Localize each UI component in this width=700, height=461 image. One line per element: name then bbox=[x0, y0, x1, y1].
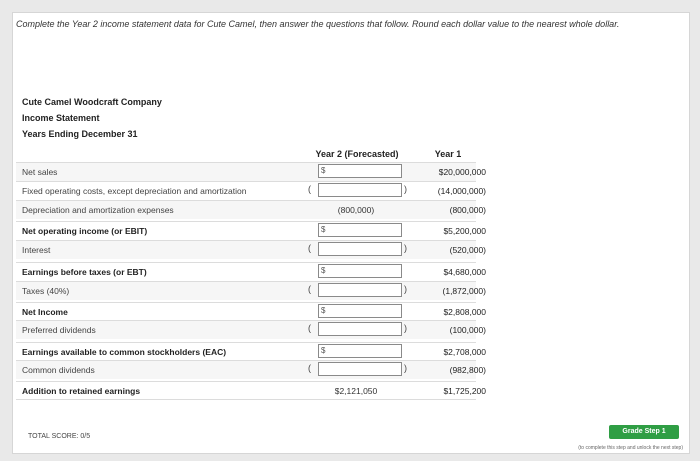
open-paren: ( bbox=[308, 184, 311, 194]
row-label: Taxes (40%) bbox=[22, 286, 70, 296]
dollar-sign: $ bbox=[321, 346, 326, 355]
eac-input[interactable] bbox=[318, 344, 402, 358]
preferred-dividends-input[interactable] bbox=[318, 322, 402, 336]
dollar-sign: $ bbox=[321, 225, 326, 234]
year1-value: $2,708,000 bbox=[443, 347, 486, 357]
net-income-input[interactable] bbox=[318, 304, 402, 318]
close-paren: ) bbox=[404, 323, 407, 333]
close-paren: ) bbox=[404, 184, 407, 194]
row-interest bbox=[16, 240, 486, 259]
year1-value: (520,000) bbox=[449, 245, 486, 255]
ebit-input[interactable] bbox=[318, 223, 402, 237]
common-dividends-input[interactable] bbox=[318, 362, 402, 376]
row-label: Addition to retained earnings bbox=[22, 386, 141, 396]
year2-value: (800,000) bbox=[337, 205, 375, 215]
row-label: Net Income bbox=[22, 307, 68, 317]
row-label: Net operating income (or EBIT) bbox=[22, 226, 148, 236]
year1-value: $2,808,000 bbox=[443, 307, 486, 317]
net-sales-input[interactable] bbox=[318, 164, 402, 178]
row-ebit bbox=[16, 221, 486, 240]
row-eac bbox=[16, 342, 486, 361]
row-label: Depreciation and amortization expenses bbox=[22, 205, 174, 215]
dollar-sign: $ bbox=[321, 166, 326, 175]
open-paren: ( bbox=[308, 363, 311, 373]
close-paren: ) bbox=[404, 284, 407, 294]
statement-period: Years Ending December 31 bbox=[22, 129, 138, 139]
input-wrap bbox=[308, 223, 408, 238]
statement-title: Income Statement bbox=[22, 113, 100, 123]
company-name: Cute Camel Woodcraft Company bbox=[22, 97, 162, 107]
year1-value: (800,000) bbox=[449, 205, 486, 215]
row-common-dividends bbox=[16, 360, 486, 379]
column-header-year1: Year 1 bbox=[434, 149, 462, 159]
year1-value: $1,725,200 bbox=[443, 386, 486, 396]
open-paren: ( bbox=[308, 284, 311, 294]
interest-input[interactable] bbox=[318, 242, 402, 256]
dollar-sign: $ bbox=[321, 266, 326, 275]
open-paren: ( bbox=[308, 243, 311, 253]
row-ebt bbox=[16, 262, 486, 281]
year1-value: $4,680,000 bbox=[443, 267, 486, 277]
input-wrap bbox=[308, 164, 408, 179]
grade-step-button[interactable]: Grade Step 1 bbox=[609, 425, 679, 439]
row-label: Fixed operating costs, except depreciation and amortization bbox=[22, 186, 247, 196]
row-label: Earnings before taxes (or EBT) bbox=[22, 267, 147, 277]
input-wrap bbox=[308, 242, 408, 257]
row-label: Common dividends bbox=[22, 365, 95, 375]
input-wrap bbox=[308, 322, 408, 337]
year2-value: $2,121,050 bbox=[334, 386, 378, 396]
input-wrap bbox=[308, 264, 408, 279]
input-wrap bbox=[308, 183, 408, 198]
close-paren: ) bbox=[404, 363, 407, 373]
input-wrap bbox=[308, 362, 408, 377]
year1-value: $20,000,000 bbox=[438, 167, 486, 177]
row-fixed-operating-costs bbox=[16, 181, 486, 200]
year1-value: (1,872,000) bbox=[442, 286, 486, 296]
row-taxes bbox=[16, 281, 486, 300]
row-label: Interest bbox=[22, 245, 51, 255]
open-paren: ( bbox=[308, 323, 311, 333]
row-preferred-dividends bbox=[16, 320, 486, 339]
input-wrap bbox=[308, 283, 408, 298]
row-label: Preferred dividends bbox=[22, 325, 96, 335]
input-wrap bbox=[308, 304, 408, 319]
year1-value: (14,000,000) bbox=[437, 186, 486, 196]
taxes-input[interactable] bbox=[318, 283, 402, 297]
year1-value: (100,000) bbox=[449, 325, 486, 335]
grade-note: (to complete this step and unlock the next step) bbox=[578, 445, 683, 451]
column-header-year2: Year 2 (Forecasted) bbox=[315, 149, 399, 159]
year1-value: $5,200,000 bbox=[443, 226, 486, 236]
instructions-text: Complete the Year 2 income statement data for Cute Camel, then answer the questions that follow. Round each dollar value to the nearest whole dollar. bbox=[16, 19, 620, 29]
row-depreciation bbox=[16, 200, 486, 219]
year1-value: (982,800) bbox=[449, 365, 486, 375]
row-retained-earnings bbox=[16, 381, 486, 400]
fixed-costs-input[interactable] bbox=[318, 183, 402, 197]
row-label: Net sales bbox=[22, 167, 58, 177]
row-label: Earnings available to common stockholders (EAC) bbox=[22, 347, 227, 357]
row-net-sales bbox=[16, 162, 486, 181]
row-net-income bbox=[16, 302, 486, 321]
total-score: TOTAL SCORE: 0/5 bbox=[28, 433, 91, 440]
ebt-input[interactable] bbox=[318, 264, 402, 278]
input-wrap bbox=[308, 344, 408, 359]
close-paren: ) bbox=[404, 243, 407, 253]
dollar-sign: $ bbox=[321, 306, 326, 315]
